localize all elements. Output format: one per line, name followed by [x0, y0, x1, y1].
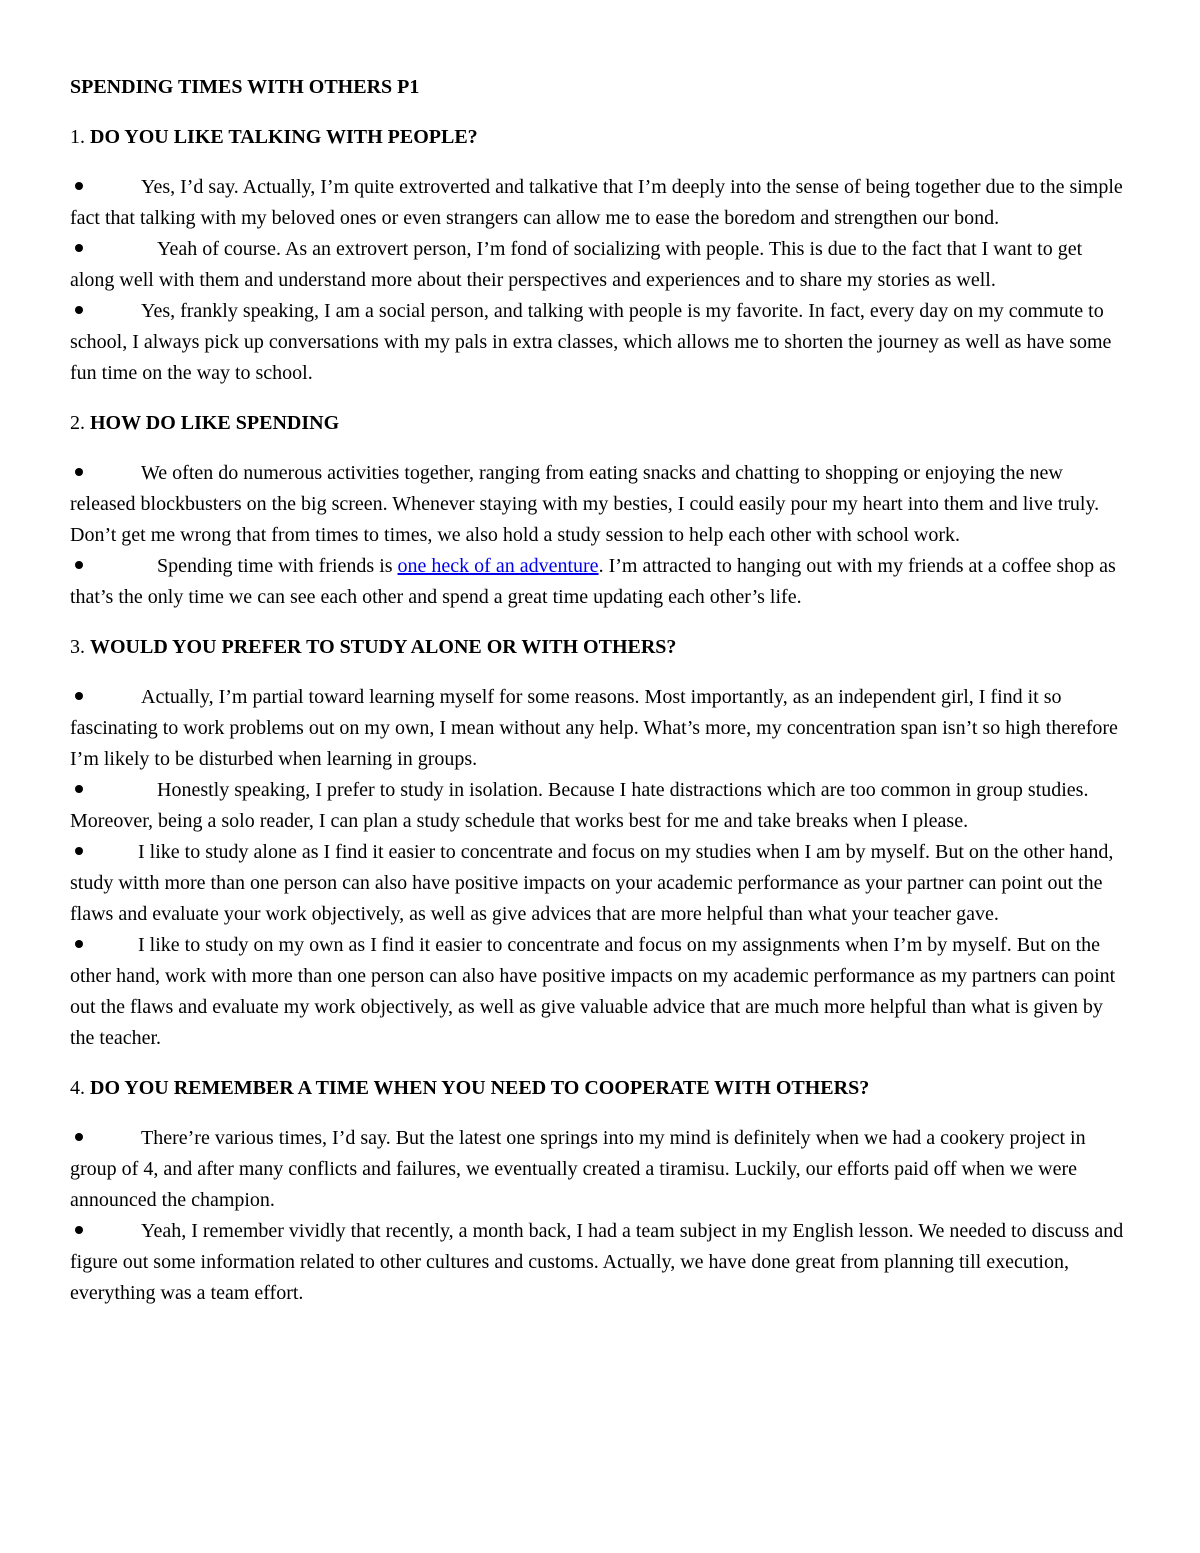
answer-item — [70, 1216, 1130, 1309]
adventure-link[interactable]: one heck of an adventure — [397, 555, 599, 577]
question-number: 3. — [70, 636, 85, 658]
answer-text: Yeah of course. As an extrovert person, I’m fond of socializing with people. This is due to the fact that I want to get along well with them and understand more about their perspectives and experiences and to share my stories as well. — [70, 238, 1083, 291]
question-number: 4. — [70, 1077, 85, 1099]
answer-text: Yes, I’d say. Actually, I’m quite extroverted and talkative that I’m deeply into the sense of being together due to the simple fact that talking with my beloved ones or even strangers can allow me to ease the boredom and strengthen our bond. — [70, 176, 1123, 229]
question-number: 2. — [70, 412, 85, 434]
section-2 — [70, 408, 1130, 613]
answer-text-after-link: . I’m attracted to hanging out with my friends at a coffee shop as that’s the only time we can see each other and spend a great time updating each other’s life. — [70, 555, 1116, 608]
bullet-icon — [75, 847, 83, 855]
question-text: WOULD YOU PREFER TO STUDY ALONE OR WITH OTHERS? — [90, 636, 677, 658]
answer-text-before-link: Spending time with friends is — [157, 555, 398, 577]
answer-text: There’re various times, I’d say. But the latest one springs into my mind is definitely when we had a cookery project in group of 4, and after many conflicts and failures, we eventually created a tiramisu. Luckily, our efforts paid off when we were announced the champion. — [70, 1127, 1086, 1211]
answer-text: We often do numerous activities together, ranging from eating snacks and chatting to shopping or enjoying the new released blockbusters on the big screen. Whenever staying with my besties, I could easily pour my heart into them and live truly. Don’t get me wrong that from times to times, we also hold a study session to help each other with school work. — [70, 462, 1100, 546]
answer-item — [70, 458, 1130, 551]
bullet-icon — [75, 1133, 83, 1141]
answer-text: Yeah, I remember vividly that recently, a month back, I had a team subject in my English lesson. We needed to discuss and figure out some information related to other cultures and customs. Actually, we have done great from planning till execution, everything was a team effort. — [70, 1220, 1124, 1304]
answer-item — [70, 837, 1130, 930]
bullet-icon — [75, 785, 83, 793]
answer-item — [70, 172, 1130, 234]
section-3 — [70, 632, 1130, 1054]
answer-item — [70, 551, 1130, 613]
document-title: SPENDING TIMES WITH OTHERS P1 — [70, 76, 420, 98]
bullet-icon — [75, 182, 83, 190]
question-text: DO YOU LIKE TALKING WITH PEOPLE? — [90, 126, 478, 148]
answer-text: I like to study on my own as I find it easier to concentrate and focus on my assignments when I’m by myself. But on the other hand, work with more than one person can also have positive impacts on my academic performance as my partners can point out the flaws and evaluate my work objectively, as well as give valuable advice that are much more helpful than what is given by the teacher. — [70, 934, 1116, 1049]
question-heading — [70, 632, 1130, 663]
answer-item — [70, 930, 1130, 1054]
section-1 — [70, 122, 1130, 389]
bullet-icon — [75, 1226, 83, 1234]
answer-text: Actually, I’m partial toward learning myself for some reasons. Most importantly, as an independent girl, I find it so fascinating to work problems out on my own, I mean without any help. What’s more, my concentration span isn’t so high therefore I’m likely to be disturbed when learning in groups. — [70, 686, 1118, 770]
answer-text: Yes, frankly speaking, I am a social person, and talking with people is my favorite. In fact, every day on my commute to school, I always pick up conversations with my pals in extra classes, which allows me to shorten the journey as well as have some fun time on the way to school. — [70, 300, 1112, 384]
question-heading — [70, 122, 1130, 153]
question-heading — [70, 408, 1130, 439]
answer-item — [70, 296, 1130, 389]
bullet-icon — [75, 561, 83, 569]
question-heading — [70, 1073, 1130, 1104]
question-text: DO YOU REMEMBER A TIME WHEN YOU NEED TO COOPERATE WITH OTHERS? — [90, 1077, 870, 1099]
answer-text: I like to study alone as I find it easier to concentrate and focus on my studies when I am by myself. But on the other hand, study witth more than one person can also have positive impacts on your academic performance as your partner can point out the flaws and evaluate your work objectively, as well as give advices that are more helpful than what your teacher gave. — [70, 841, 1114, 925]
bullet-icon — [75, 306, 83, 314]
bullet-icon — [75, 244, 83, 252]
answer-item — [70, 775, 1130, 837]
bullet-icon — [75, 468, 83, 476]
answer-item — [70, 682, 1130, 775]
answer-text: Honestly speaking, I prefer to study in isolation. Because I hate distractions which are too common in group studies. Moreover, being a solo reader, I can plan a study schedule that works best for me and take breaks when I please. — [70, 779, 1089, 832]
answer-item — [70, 234, 1130, 296]
section-4 — [70, 1073, 1130, 1309]
question-number: 1. — [70, 126, 85, 148]
bullet-icon — [75, 692, 83, 700]
question-text: HOW DO LIKE SPENDING — [90, 412, 340, 434]
answer-item — [70, 1123, 1130, 1216]
bullet-icon — [75, 940, 83, 948]
